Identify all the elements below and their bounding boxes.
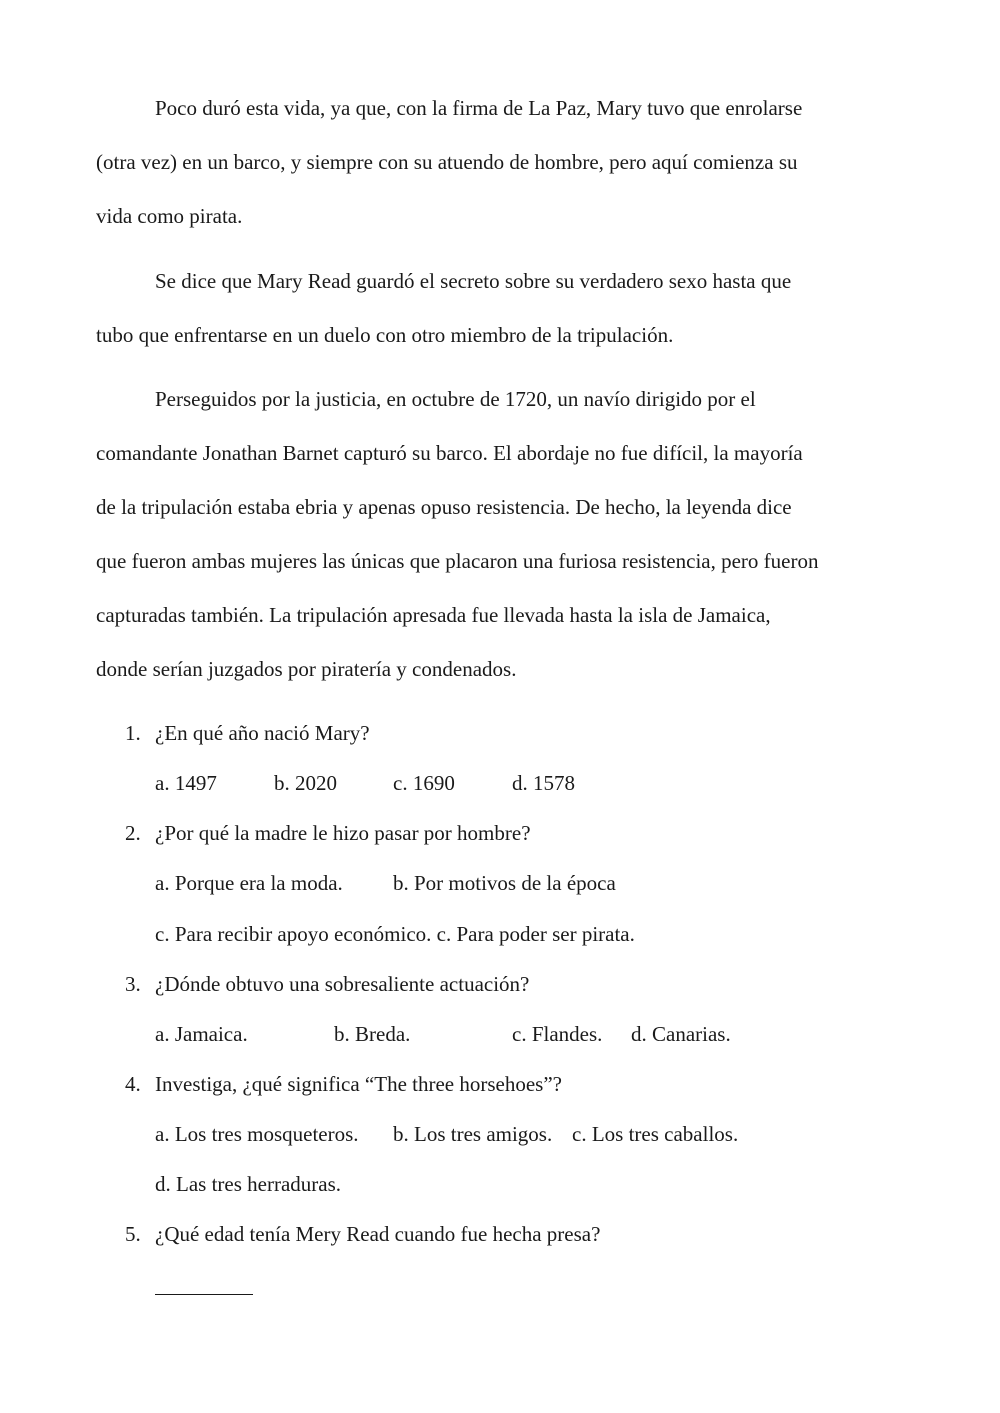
question-2-number: 2. [125, 821, 141, 845]
question-3-text: ¿Dónde obtuvo una sobresaliente actuación? [155, 972, 530, 996]
question-1-option-c: c. 1690 [393, 771, 455, 795]
paragraph-3-line-5: capturadas también. La tripulación apresada fue llevada hasta la isla de Jamaica, [96, 603, 771, 627]
question-2-text: ¿Por qué la madre le hizo pasar por hombre? [155, 821, 531, 845]
paragraph-3-line-4: que fueron ambas mujeres las únicas que placaron una furiosa resistencia, pero fueron [96, 549, 819, 573]
question-4-text: Investiga, ¿qué significa “The three horsehoes”? [155, 1072, 562, 1096]
question-5-text: ¿Qué edad tenía Mery Read cuando fue hecha presa? [155, 1222, 601, 1246]
question-4-option-a: a. Los tres mosqueteros. [155, 1122, 359, 1146]
question-4-option-d: d. Las tres herraduras. [155, 1172, 342, 1196]
answer-blank-line[interactable] [155, 1294, 253, 1295]
question-3-option-b: b. Breda. [334, 1022, 411, 1046]
question-1-option-b: b. 2020 [274, 771, 337, 795]
question-5-number: 5. [125, 1222, 141, 1246]
question-1-option-a: a. 1497 [155, 771, 217, 795]
paragraph-3-line-2: comandante Jonathan Barnet capturó su barco. El abordaje no fue difícil, la mayoría [96, 441, 803, 465]
question-4-number: 4. [125, 1072, 141, 1096]
question-1-option-d: d. 1578 [512, 771, 575, 795]
paragraph-3-line-1: Perseguidos por la justicia, en octubre de 1720, un navío dirigido por el [155, 387, 756, 411]
question-3-option-d: d. Canarias. [631, 1022, 731, 1046]
question-3-option-a: a. Jamaica. [155, 1022, 248, 1046]
question-2-option-c: c. Para recibir apoyo económico. c. Para poder ser pirata. [155, 922, 635, 946]
paragraph-3-line-3: de la tripulación estaba ebria y apenas opuso resistencia. De hecho, la leyenda dice [96, 495, 792, 519]
paragraph-2-line-1: Se dice que Mary Read guardó el secreto sobre su verdadero sexo hasta que [155, 269, 792, 293]
question-3-option-c: c. Flandes. [512, 1022, 603, 1046]
paragraph-1-line-1: Poco duró esta vida, ya que, con la firma de La Paz, Mary tuvo que enrolarse [155, 96, 803, 120]
question-1-number: 1. [125, 721, 141, 745]
question-2-option-b: b. Por motivos de la época [393, 871, 616, 895]
question-3-number: 3. [125, 972, 141, 996]
paragraph-2-line-2: tubo que enfrentarse en un duelo con otro miembro de la tripulación. [96, 323, 674, 347]
question-4-option-c: c. Los tres caballos. [572, 1122, 739, 1146]
question-2-option-a: a. Porque era la moda. [155, 871, 343, 895]
question-1-text: ¿En qué año nació Mary? [155, 721, 370, 745]
question-4-option-b: b. Los tres amigos. [393, 1122, 553, 1146]
paragraph-1-line-3: vida como pirata. [96, 204, 243, 228]
paragraph-3-line-6: donde serían juzgados por piratería y condenados. [96, 657, 517, 681]
paragraph-1-line-2: (otra vez) en un barco, y siempre con su atuendo de hombre, pero aquí comienza su [96, 150, 798, 174]
